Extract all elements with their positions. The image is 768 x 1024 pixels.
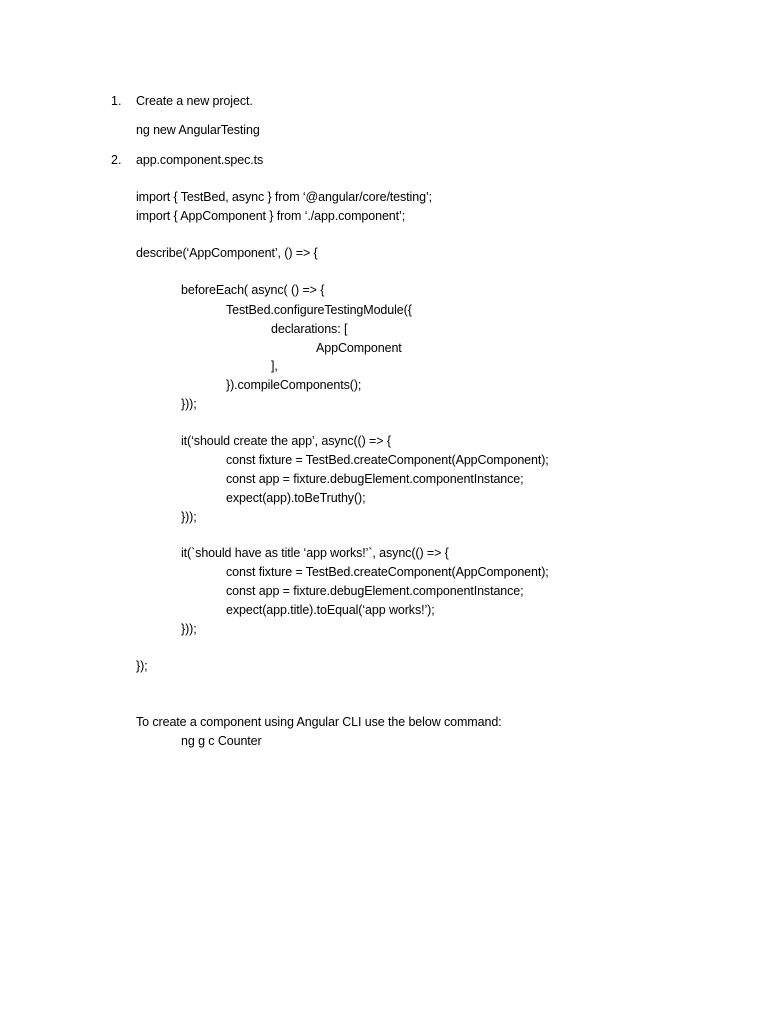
code-line: expect(app).toBeTruthy(); (226, 491, 366, 505)
code-line: }).compileComponents(); (226, 378, 362, 392)
code-line: })); (181, 397, 197, 411)
code-line: it(`should have as title ‘app works!’`, async(() => { (181, 546, 449, 560)
code-line: AppComponent (316, 341, 402, 355)
code-line: const app = fixture.debugElement.componentInstance; (226, 472, 524, 486)
code-line: declarations: [ (271, 322, 348, 336)
code-line: const fixture = TestBed.createComponent(AppComponent); (226, 453, 549, 467)
code-line: ], (271, 359, 278, 373)
code-line: beforeEach( async( () => { (181, 283, 325, 297)
code-line: describe(‘AppComponent’, () => { (136, 246, 318, 260)
list-number-2: 2. (111, 153, 122, 167)
code-line: import { TestBed, async } from ‘@angular/core/testing’; (136, 190, 432, 204)
code-line: import { AppComponent } from ‘./app.component’; (136, 209, 406, 223)
footer-command: ng g c Counter (181, 734, 262, 748)
code-line: TestBed.configureTestingModule({ (226, 303, 412, 317)
step-1-command: ng new AngularTesting (136, 123, 260, 137)
code-line: expect(app.title).toEqual(‘app works!’); (226, 603, 435, 617)
code-line: const fixture = TestBed.createComponent(AppComponent); (226, 565, 549, 579)
code-line: }); (136, 659, 148, 673)
step-2-title: app.component.spec.ts (136, 153, 264, 167)
code-line: it(‘should create the app’, async(() => { (181, 434, 391, 448)
list-number-1: 1. (111, 94, 122, 108)
footer-instruction: To create a component using Angular CLI use the below command: (136, 715, 502, 729)
code-line: const app = fixture.debugElement.componentInstance; (226, 584, 524, 598)
step-1-title: Create a new project. (136, 94, 253, 108)
code-line: })); (181, 510, 197, 524)
code-line: })); (181, 622, 197, 636)
